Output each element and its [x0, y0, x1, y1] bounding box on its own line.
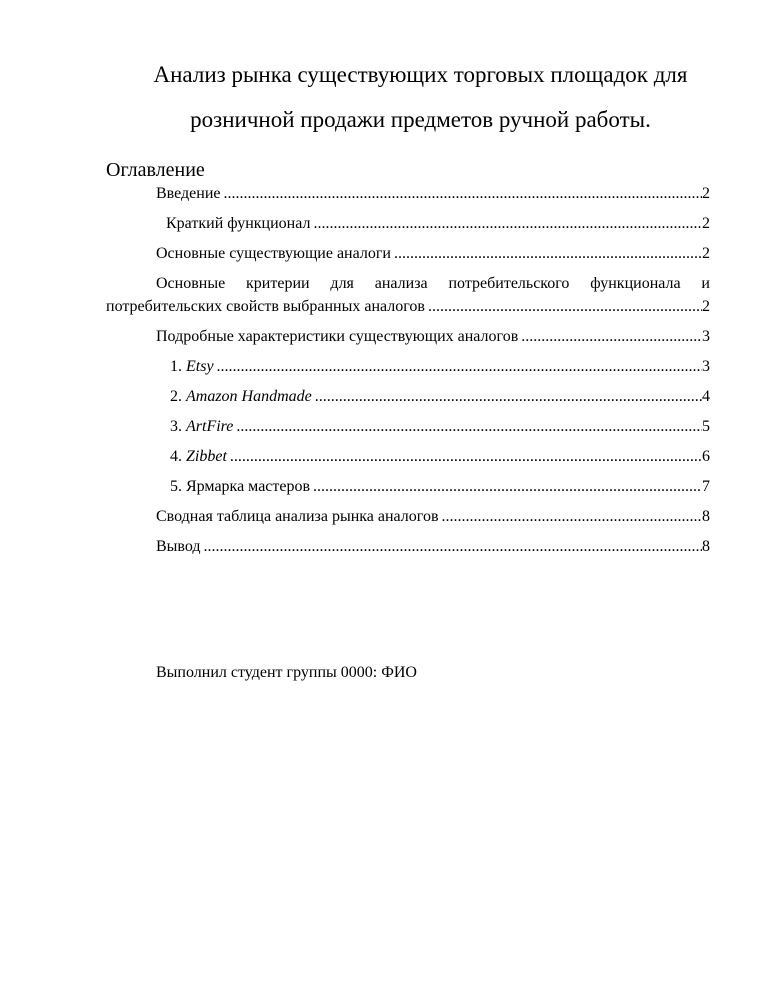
toc-heading: Оглавление	[106, 159, 205, 181]
toc-dot-leader	[221, 182, 703, 205]
toc-dot-leader	[310, 212, 702, 235]
toc-entry-label: 3. ArtFire	[170, 418, 234, 435]
toc-dot-leader	[310, 475, 702, 498]
toc-entry-label: Введение	[156, 185, 221, 202]
toc-dot-leader	[312, 385, 702, 408]
toc-page-number: 2	[702, 185, 710, 202]
toc-entry-label: Краткий функционал	[166, 215, 311, 232]
toc-page-number: 8	[702, 508, 710, 525]
toc-entry-zibbet[interactable]	[106, 445, 710, 468]
toc-entry-label: Подробные характеристики существующих аналогов	[156, 328, 519, 345]
toc-entry-detailed-characteristics[interactable]	[106, 325, 710, 348]
toc-dot-leader	[425, 295, 702, 318]
toc-entry-etsy[interactable]	[106, 355, 710, 378]
toc-page-number: 4	[702, 388, 710, 405]
toc-entry-label-line2: потребительских свойств выбранных аналогов	[106, 298, 425, 315]
toc-dot-leader	[518, 325, 702, 348]
toc-entry-label: Основные существующие аналоги	[156, 245, 391, 262]
toc-dot-leader	[439, 505, 703, 528]
toc-entry-main-analogs[interactable]	[106, 242, 710, 265]
toc-page-number: 2	[702, 298, 710, 315]
toc-dot-leader	[201, 535, 702, 558]
toc-entry-label: Сводная таблица анализа рынка аналогов	[156, 508, 439, 525]
document-title-line: розничной продажи предметов ручной работы.	[190, 107, 651, 132]
toc-entry-label-line1: Основные критерии для анализа потребительского функционала и	[156, 275, 710, 292]
toc-page-number: 3	[702, 358, 710, 375]
toc-page-number: 5	[702, 418, 710, 435]
toc-entry-summary-table[interactable]	[106, 505, 710, 528]
toc-dot-leader	[233, 415, 702, 438]
document-title-line: Анализ рынка существующих торговых площадок для	[153, 62, 688, 87]
toc-entry-label: 1. Etsy	[170, 358, 214, 375]
toc-entry-artfire[interactable]	[106, 415, 710, 438]
toc-entry-brief-functionality[interactable]	[106, 212, 710, 235]
toc-entry-amazon-handmade[interactable]	[106, 385, 710, 408]
toc-page-number: 7	[702, 478, 710, 495]
toc-entry-label: 2. Amazon Handmade	[170, 388, 312, 405]
toc-dot-leader	[214, 355, 702, 378]
toc-page-number: 3	[702, 328, 710, 345]
toc-entry-label: Вывод	[156, 538, 201, 555]
toc-entry-conclusion[interactable]	[106, 535, 710, 558]
toc-entry-label: 5. Ярмарка мастеров	[170, 478, 311, 495]
document-title	[106, 52, 735, 142]
toc-page-number: 2	[702, 215, 710, 232]
toc-dot-leader	[227, 445, 702, 468]
toc-entry-introduction[interactable]	[106, 182, 710, 205]
table-of-contents	[106, 182, 735, 558]
toc-entry-yarmarka-masterov[interactable]	[106, 475, 710, 498]
toc-entry-label: 4. Zibbet	[170, 448, 227, 465]
toc-page-number: 8	[702, 538, 710, 555]
toc-entry-main-criteria[interactable]	[106, 272, 710, 318]
toc-page-number: 2	[702, 245, 710, 262]
toc-page-number: 6	[702, 448, 710, 465]
author-line: Выполнил студент группы 0000: ФИО	[156, 664, 417, 681]
toc-dot-leader	[391, 242, 702, 265]
